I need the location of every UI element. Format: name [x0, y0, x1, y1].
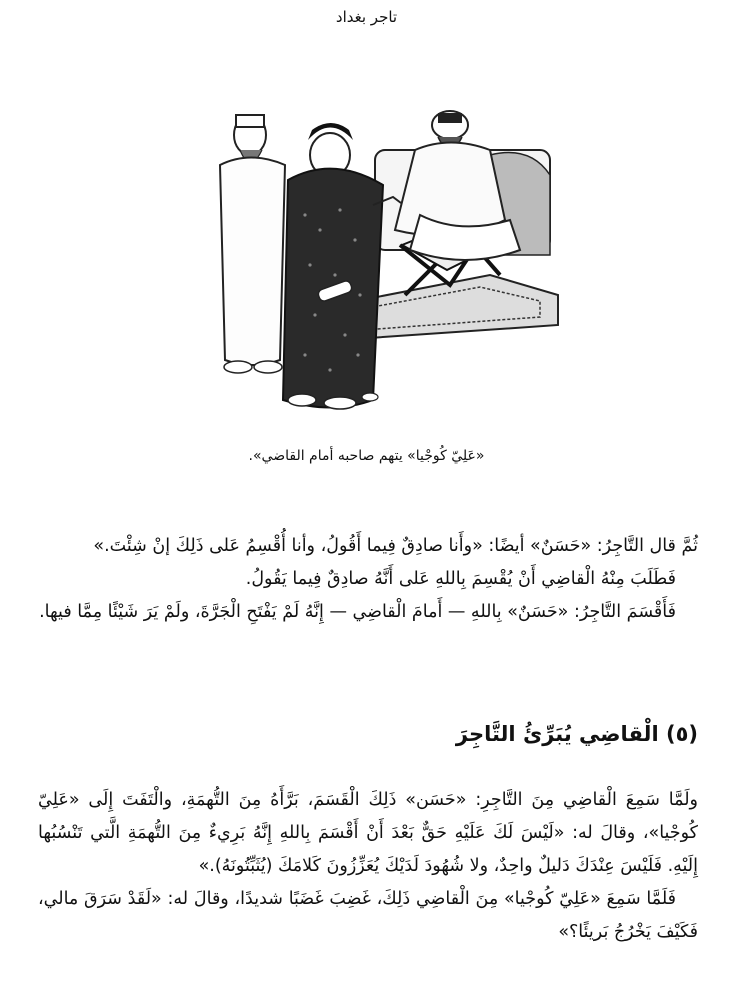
illustration-caption: «عَلِيّ كُوجْيا» يتهم صاحبه أمام القاضي». [248, 448, 485, 464]
paragraph: فَطَلَبَ مِنْهُ الْقاضِي أَنْ يُقْسِمَ بِاللهِ عَلى أَنَّهُ صادِقٌ فِيما يَقُولُ. [245, 569, 676, 589]
paragraph: فَأَقْسَمَ التَّاجِرُ: «حَسَنٌ» بِاللهِ — أَمامَ الْقاضِي — إِنَّهُ لَمْ يَفْتَحِ الْجَرَّةَ، ولَمْ يَرَ شَيْئًا مِمَّا فيها. [39, 602, 676, 622]
paragraph: ولَمَّا سَمِعَ الْقاضِي مِنَ التَّاجِرِ: «حَسَن» ذَلِكَ الْقَسَمَ، بَرَّأَهُ مِنَ التُّهمَةِ، والْتَفَتَ إِلَى «عَلِيّ كُوجْيا»، وقالَ له: «لَيْسَ لَكَ عَلَيْهِ حَقٌّ بَعْدَ أَنْ أَقْسَمَ بِاللهِ إِنَّهُ بَرِيءٌ مِنَ التُّهمَةِ الَّتي تَنْسُبُها إِلَيْهِ. فَلَيْسَ عِنْدَكَ دَليلٌ واحِدٌ، ولا شُهُودَ لَدَيْكَ يُعَزِّزُونَ كَلامَكَ (يُثَبِّتُونَهُ).» [38, 790, 698, 876]
running-head: تاجر بغداد [335, 8, 398, 26]
paragraph: فَلَمَّا سَمِعَ «عَلِيّ كُوجْيا» مِنَ الْقاضِي ذَلِكَ، غَضِبَ غَضَبًا شديدًا، وقالَ له: «لَقَدْ سَرَقَ مالي، فَكَيْفَ يَخْرُجُ بَريئًا؟» [38, 889, 698, 942]
text-block-after-heading [38, 784, 698, 949]
illustration [190, 95, 560, 415]
paragraph: ثُمَّ قال التَّاجِرُ: «حَسَنٌ» أيضًا: «وأَنا صادِقٌ فِيما أَقُولُ، وأنا أُقْسِمُ عَلى ذَلِكَ إنْ شِئْتَ.» [93, 536, 698, 556]
text-block-before-heading [38, 530, 698, 629]
section-heading: (٥) الْقاضِي يُبَرِّئُ التَّاجِرَ [455, 722, 698, 746]
